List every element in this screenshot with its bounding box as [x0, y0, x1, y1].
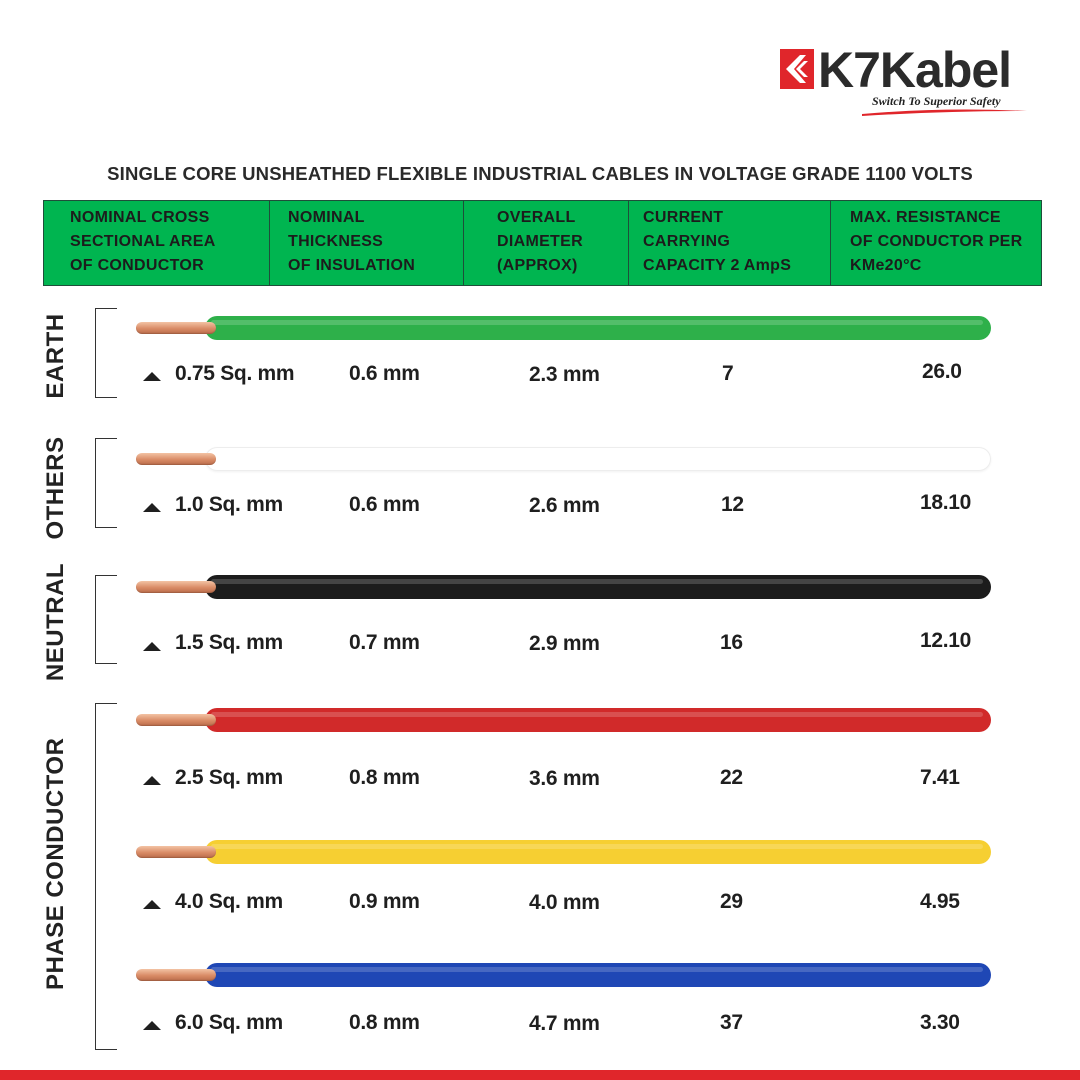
resistance-value: 18.10 — [920, 491, 972, 514]
copper-conductor — [136, 581, 216, 593]
footer-bar — [0, 1070, 1080, 1080]
diameter-value: 2.6 mm — [529, 494, 600, 517]
header-cell-resistance — [830, 200, 1042, 286]
thickness-value: 0.9 mm — [349, 890, 420, 913]
wire-phase-yellow — [205, 840, 991, 864]
resistance-value: 7.41 — [920, 766, 960, 789]
group-bracket-phase — [95, 703, 117, 1050]
thickness-value: 0.8 mm — [349, 1011, 420, 1034]
thickness-value: 0.6 mm — [349, 493, 420, 516]
area-value: 4.0 Sq. mm — [175, 890, 283, 913]
current-value: 12 — [721, 493, 744, 516]
area-value: 1.5 Sq. mm — [175, 631, 283, 654]
swoosh-icon — [862, 106, 1027, 116]
copper-conductor — [136, 846, 216, 858]
wire-neutral — [205, 575, 991, 599]
brand-tagline: Switch To Superior Safety — [872, 94, 1001, 108]
current-value: 7 — [722, 362, 734, 385]
diameter-value: 3.6 mm — [529, 767, 600, 790]
wire-earth — [205, 316, 991, 340]
area-value: 0.75 Sq. mm — [175, 362, 295, 385]
triangle-icon — [143, 900, 161, 909]
brand-name: K7Kabel — [818, 42, 1012, 98]
current-value: 16 — [720, 631, 743, 654]
current-value: 22 — [720, 766, 743, 789]
diameter-value: 4.7 mm — [529, 1012, 600, 1035]
diameter-value: 2.3 mm — [529, 363, 600, 386]
group-bracket-earth — [95, 308, 117, 398]
header-cell-thickness — [269, 200, 464, 286]
current-value: 37 — [720, 1011, 743, 1034]
group-bracket-neutral — [95, 575, 117, 664]
header-label: MAX. RESISTANCE OF CONDUCTOR PER KMe20°C — [850, 209, 1023, 274]
header-cell-diameter — [463, 200, 629, 286]
area-value: 2.5 Sq. mm — [175, 766, 283, 789]
header-cell-area — [43, 200, 270, 286]
group-label-earth: EARTH — [42, 313, 69, 399]
header-label: OVERALL DIAMETER (APPROX) — [497, 209, 583, 274]
copper-conductor — [136, 453, 216, 465]
current-value: 29 — [720, 890, 743, 913]
diameter-value: 4.0 mm — [529, 891, 600, 914]
copper-conductor — [136, 969, 216, 981]
k7-logo-icon — [780, 49, 814, 89]
header-cell-current — [628, 200, 831, 286]
area-value: 1.0 Sq. mm — [175, 493, 283, 516]
page-title: SINGLE CORE UNSHEATHED FLEXIBLE INDUSTRIAL CABLES IN VOLTAGE GRADE 1100 VOLTS — [107, 163, 973, 184]
brand-logo — [780, 42, 1040, 122]
resistance-value: 12.10 — [920, 629, 972, 652]
thickness-value: 0.8 mm — [349, 766, 420, 789]
copper-conductor — [136, 322, 216, 334]
header-label: CURRENT CARRYING CAPACITY 2 AmpS — [643, 209, 792, 274]
wire-phase-red — [205, 708, 991, 732]
area-value: 6.0 Sq. mm — [175, 1011, 283, 1034]
copper-conductor — [136, 714, 216, 726]
header-label: NOMINAL THICKNESS OF INSULATION — [288, 209, 416, 274]
group-label-others: OTHERS — [42, 436, 69, 540]
thickness-value: 0.6 mm — [349, 362, 420, 385]
group-label-neutral: NEUTRAL — [42, 562, 69, 682]
triangle-icon — [143, 503, 161, 512]
triangle-icon — [143, 776, 161, 785]
thickness-value: 0.7 mm — [349, 631, 420, 654]
resistance-value: 26.0 — [922, 360, 962, 383]
diameter-value: 2.9 mm — [529, 632, 600, 655]
resistance-value: 3.30 — [920, 1011, 960, 1034]
wire-others — [205, 447, 991, 471]
group-label-phase: PHASE CONDUCTOR — [42, 737, 69, 990]
header-label: NOMINAL CROSS SECTIONAL AREA OF CONDUCTOR — [70, 209, 216, 274]
triangle-icon — [143, 1021, 161, 1030]
wire-phase-blue — [205, 963, 991, 987]
triangle-icon — [143, 642, 161, 651]
triangle-icon — [143, 372, 161, 381]
group-bracket-others — [95, 438, 117, 528]
resistance-value: 4.95 — [920, 890, 960, 913]
